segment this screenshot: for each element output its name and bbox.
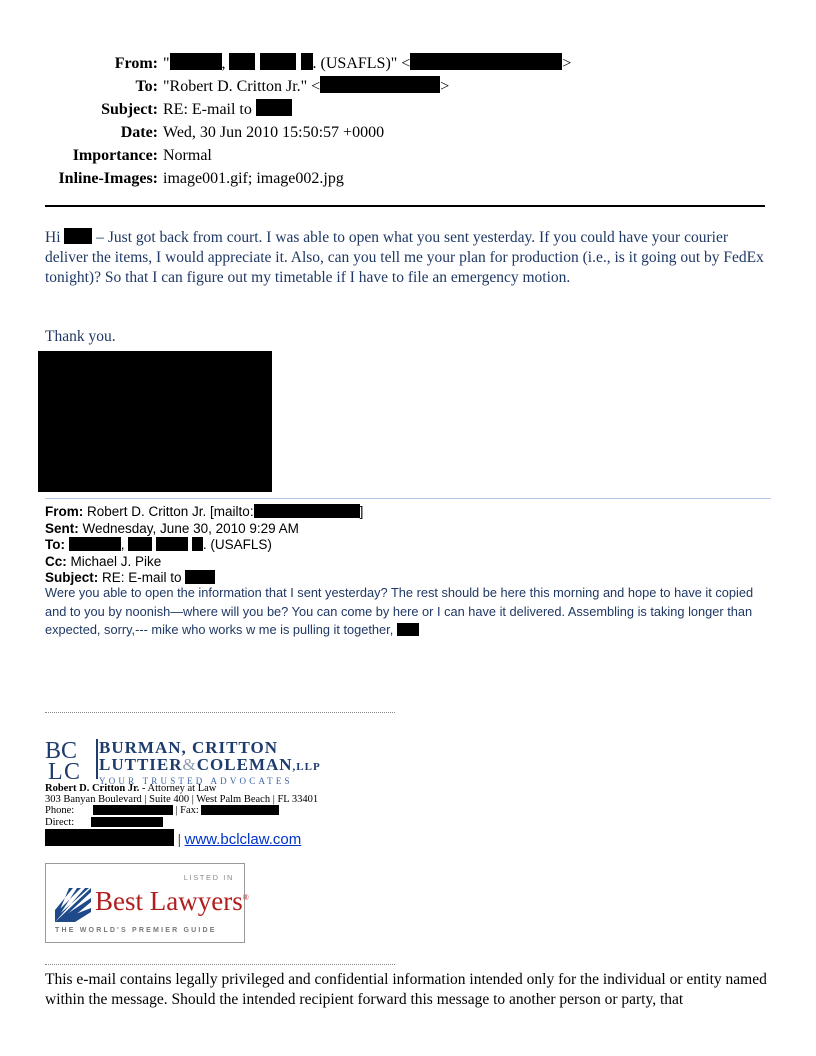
- redaction-block: [128, 537, 152, 551]
- header-subject-row: [40, 98, 770, 121]
- firm-name: [99, 739, 321, 787]
- from-quote: ": [163, 55, 170, 72]
- header-inline-images-row: [40, 167, 770, 190]
- firm-tagline: YOUR TRUSTED ADVOCATES: [99, 776, 293, 786]
- date-label: Date:: [120, 124, 158, 141]
- redaction-block: [45, 829, 174, 846]
- redaction-block: [397, 623, 419, 636]
- signature-block: [45, 784, 318, 828]
- redaction-block: [201, 805, 279, 815]
- sig-direct-label: Direct:: [45, 816, 75, 828]
- best-lawyers-title: Best Lawyers: [95, 886, 243, 916]
- fwd-cc-label: Cc:: [45, 553, 67, 569]
- monogram-letter: B: [45, 738, 62, 764]
- header-from-row: [40, 52, 770, 75]
- fwd-subject-label: Subject:: [45, 570, 99, 585]
- inline-images-label: Inline-Images:: [58, 170, 158, 187]
- to-close: >: [440, 78, 450, 95]
- sig-fax-label: | Fax:: [175, 805, 199, 816]
- redaction-block: [260, 53, 296, 70]
- fwd-sent-value: Wednesday, June 30, 2010 9:29 AM: [82, 520, 299, 536]
- fwd-body-text: Were you able to open the information that I sent yesterday? The rest should be here this morning and hope to have it copied and to you by noonish—where will you be? You can come by here or I can have it delivered. Assembling is taking longer than expected, sorry,--- mike who works w me is pulling it together,: [45, 585, 754, 637]
- fwd-from-label: From:: [45, 504, 84, 519]
- from-close: >: [562, 55, 572, 72]
- fwd-to-row: [45, 537, 363, 554]
- fwd-cc-row: [45, 554, 363, 571]
- from-sep: ,: [221, 55, 226, 72]
- sig-name: Robert D. Critton Jr.: [45, 783, 140, 794]
- redaction-block: [320, 76, 440, 93]
- sig-address: 303 Banyan Boulevard | Suite 400 | West Palm Beach | FL 33401: [45, 793, 319, 805]
- disclaimer-divider: [45, 964, 395, 965]
- inline-images-value: image001.gif; image002.jpg: [163, 170, 344, 187]
- forwarded-header: [45, 504, 363, 587]
- fwd-to-sep: ,: [120, 537, 125, 552]
- best-lawyers-name: [95, 886, 249, 917]
- redaction-block: [301, 53, 313, 70]
- redaction-block: [156, 537, 188, 551]
- redaction-block: [93, 805, 173, 815]
- fwd-from-close: ]: [359, 504, 364, 519]
- importance-label: Importance:: [72, 147, 158, 164]
- sig-contact-line: [45, 829, 301, 849]
- monogram-letter: L: [48, 759, 63, 781]
- firm-name-part: CRITTON: [192, 738, 279, 757]
- redaction-block: [91, 817, 163, 827]
- logo-bar: [96, 739, 98, 779]
- fwd-from-value: Robert D. Critton Jr. [mailto:: [87, 504, 254, 519]
- redaction-block: [64, 228, 92, 244]
- reply-greeting: Hi: [45, 229, 61, 246]
- subject-value: RE: E-mail to: [163, 101, 252, 118]
- firm-name-part: COLEMAN: [196, 755, 293, 774]
- firm-name-sep: ,: [181, 738, 192, 757]
- redaction-block: [410, 53, 562, 70]
- fwd-from-row: [45, 504, 363, 521]
- redaction-block: [170, 53, 222, 70]
- header-date-row: [40, 121, 770, 144]
- quote-divider: [45, 498, 771, 499]
- email-header: [40, 52, 770, 190]
- redaction-block: [229, 53, 255, 70]
- redacted-signature-block: [38, 351, 272, 492]
- best-lawyers-reg: ®: [242, 893, 249, 902]
- monogram-letter: C: [64, 759, 81, 781]
- sig-link-sep: |: [177, 832, 181, 848]
- redaction-block: [256, 99, 292, 116]
- best-lawyers-listed: LISTED IN: [183, 873, 234, 882]
- fwd-to-suffix: . (USAFLS): [202, 537, 272, 552]
- fwd-cc-value: Michael J. Pike: [70, 553, 162, 569]
- reply-thanks: Thank you.: [45, 328, 116, 345]
- header-importance-row: [40, 144, 770, 167]
- subject-label: Subject:: [101, 101, 158, 118]
- header-divider: [45, 205, 765, 207]
- firm-monogram-icon: [45, 737, 95, 781]
- best-lawyers-tagline: THE WORLD'S PREMIER GUIDE: [55, 927, 217, 934]
- sig-phone-label: Phone:: [45, 805, 75, 816]
- fwd-subject-value: RE: E-mail to: [102, 570, 182, 585]
- to-value: "Robert D. Critton Jr." <: [163, 78, 321, 95]
- reply-text: – Just got back from court. I was able to open what you sent yesterday. If you could have your courier deliver the items, I would appreciate it. Also, can you tell me your plan for production (i.e., is it going out by FedEx tonight)? So that I can figure out my timetable if I have to file an emergency motion.: [45, 229, 764, 286]
- fwd-sent-label: Sent:: [45, 520, 79, 536]
- redaction-block: [254, 504, 360, 518]
- header-to-row: [40, 75, 770, 98]
- firm-name-llp: ,LLP: [292, 761, 321, 773]
- confidentiality-disclaimer: This e-mail contains legally privileged and confidential information intended only for the individual or entity named within the message. Should the intended recipient forward this message to another person or party, that: [45, 971, 767, 1008]
- best-lawyers-badge: [45, 863, 249, 943]
- redaction-block: [192, 537, 203, 551]
- reply-body: [45, 228, 765, 288]
- fwd-to-label: To:: [45, 537, 65, 552]
- signature-divider: [45, 712, 395, 713]
- best-lawyers-rays-icon: [55, 888, 91, 922]
- forwarded-body: [45, 584, 770, 640]
- importance-value: Normal: [163, 147, 212, 164]
- website-link[interactable]: www.bclclaw.com: [184, 831, 302, 848]
- monogram-letter: C: [61, 738, 78, 764]
- firm-name-part: BURMAN: [99, 738, 182, 757]
- fwd-sent-row: [45, 521, 363, 538]
- firm-name-amp: &: [182, 755, 197, 774]
- from-suffix: . (USAFLS)" <: [312, 55, 411, 72]
- redaction-block: [185, 570, 215, 584]
- sig-title: - Attorney at Law: [139, 783, 217, 794]
- from-label: From:: [114, 55, 158, 72]
- firm-name-part: LUTTIER: [99, 755, 183, 774]
- date-value: Wed, 30 Jun 2010 15:50:57 +0000: [163, 124, 385, 141]
- redaction-block: [69, 537, 121, 551]
- to-label: To:: [135, 78, 158, 95]
